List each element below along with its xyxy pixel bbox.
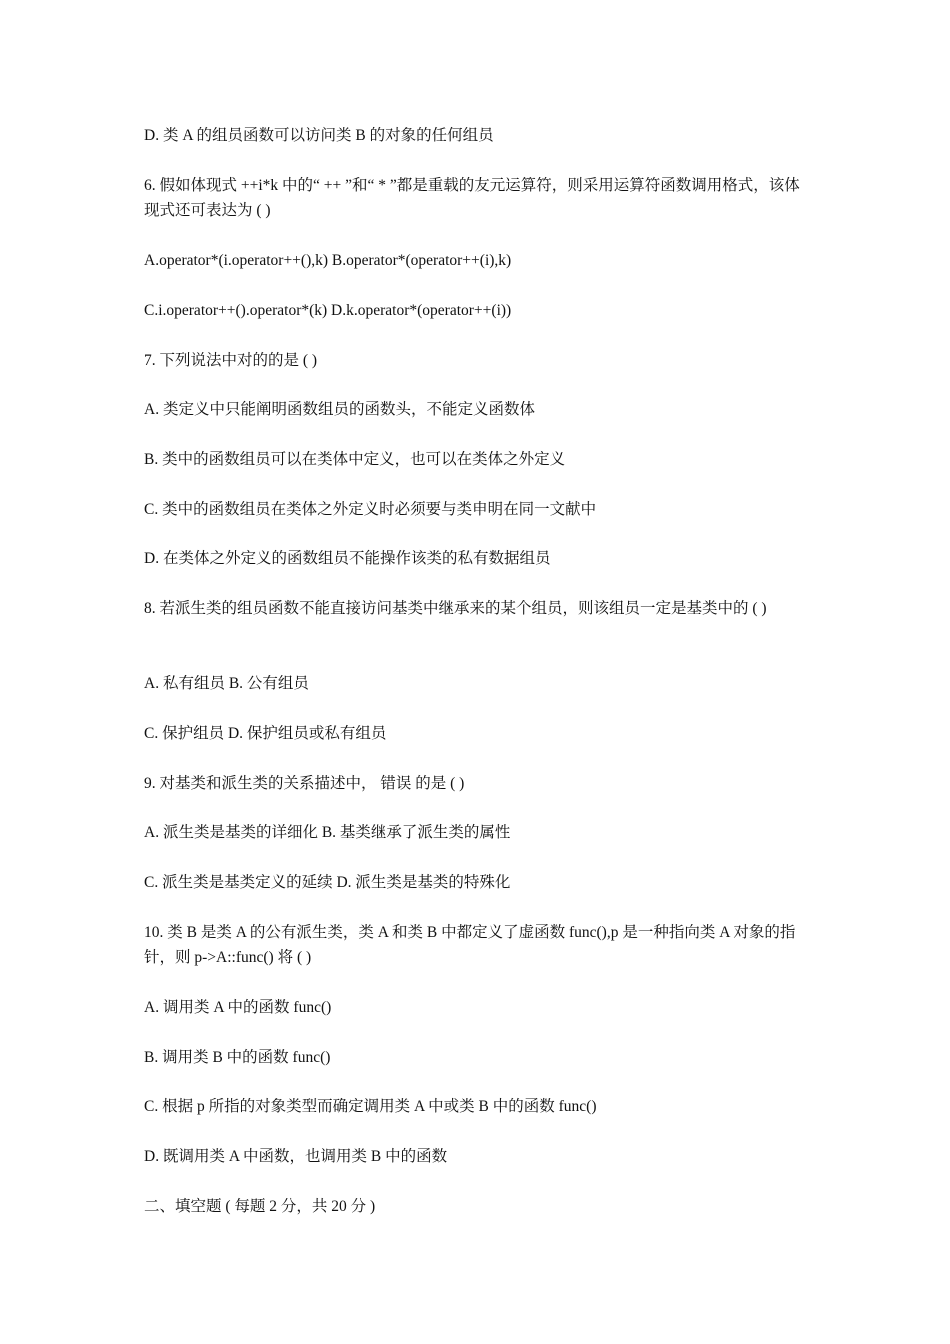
q10-option-b: B. 调用类 B 中的函数 func()	[144, 1049, 331, 1066]
q10-option-d: D. 既调用类 A 中函数，也调用类 B 中的函数	[144, 1148, 448, 1165]
q7-option-a: A. 类定义中只能阐明函数组员的函数头，不能定义函数体	[144, 401, 535, 418]
q5-option-d: D. 类 A 的组员函数可以访问类 B 的对象的任何组员	[144, 127, 494, 144]
q10-option-c: C. 根据 p 所指的对象类型而确定调用类 A 中或类 B 中的函数 func()	[144, 1098, 597, 1115]
q8-options-ab: A. 私有组员 B. 公有组员	[144, 675, 309, 692]
q7-option-b: B. 类中的函数组员可以在类体中定义，也可以在类体之外定义	[144, 451, 566, 468]
q7-option-d: D. 在类体之外定义的函数组员不能操作该类的私有数据组员	[144, 550, 551, 567]
section-heading-fill-blank: 二、填空题 ( 每题 2 分，共 20 分 )	[144, 1198, 376, 1215]
q6-options-cd: C.i.operator++().operator*(k) D.k.operator*(operator++(i))	[144, 302, 512, 319]
q10-option-a: A. 调用类 A 中的函数 func()	[144, 999, 332, 1016]
q7-stem: 7. 下列说法中对的的是 ( )	[144, 352, 318, 369]
q7-option-c: C. 类中的函数组员在类体之外定义时必须要与类申明在同一文献中	[144, 501, 597, 518]
q9-stem: 9. 对基类和派生类的关系描述中， 错误 的是 ( )	[144, 775, 465, 792]
q8-options-cd: C. 保护组员 D. 保护组员或私有组员	[144, 725, 387, 742]
q6-options-ab: A.operator*(i.operator++(),k) B.operator*(operator++(i),k)	[144, 252, 512, 269]
q8-stem: 8. 若派生类的组员函数不能直接访问基类中继承来的某个组员，则该组员一定是基类中的 ( )	[144, 600, 767, 617]
q9-options-ab: A. 派生类是基类的详细化 B. 基类继承了派生类的属性	[144, 824, 511, 841]
q10-stem: 10. 类 B 是类 A 的公有派生类，类 A 和类 B 中都定义了虚函数 func(),p 是一种指向类 A 对象的指针，则 p->A::func() 将 ( )	[144, 924, 796, 966]
q9-options-cd: C. 派生类是基类定义的延续 D. 派生类是基类的特殊化	[144, 874, 511, 891]
q6-stem: 6. 假如体现式 ++i*k 中的“ ++ ”和“ * ”都是重载的友元运算符，则采用运算符函数调用格式，该体现式还可表达为 ( )	[144, 177, 800, 219]
